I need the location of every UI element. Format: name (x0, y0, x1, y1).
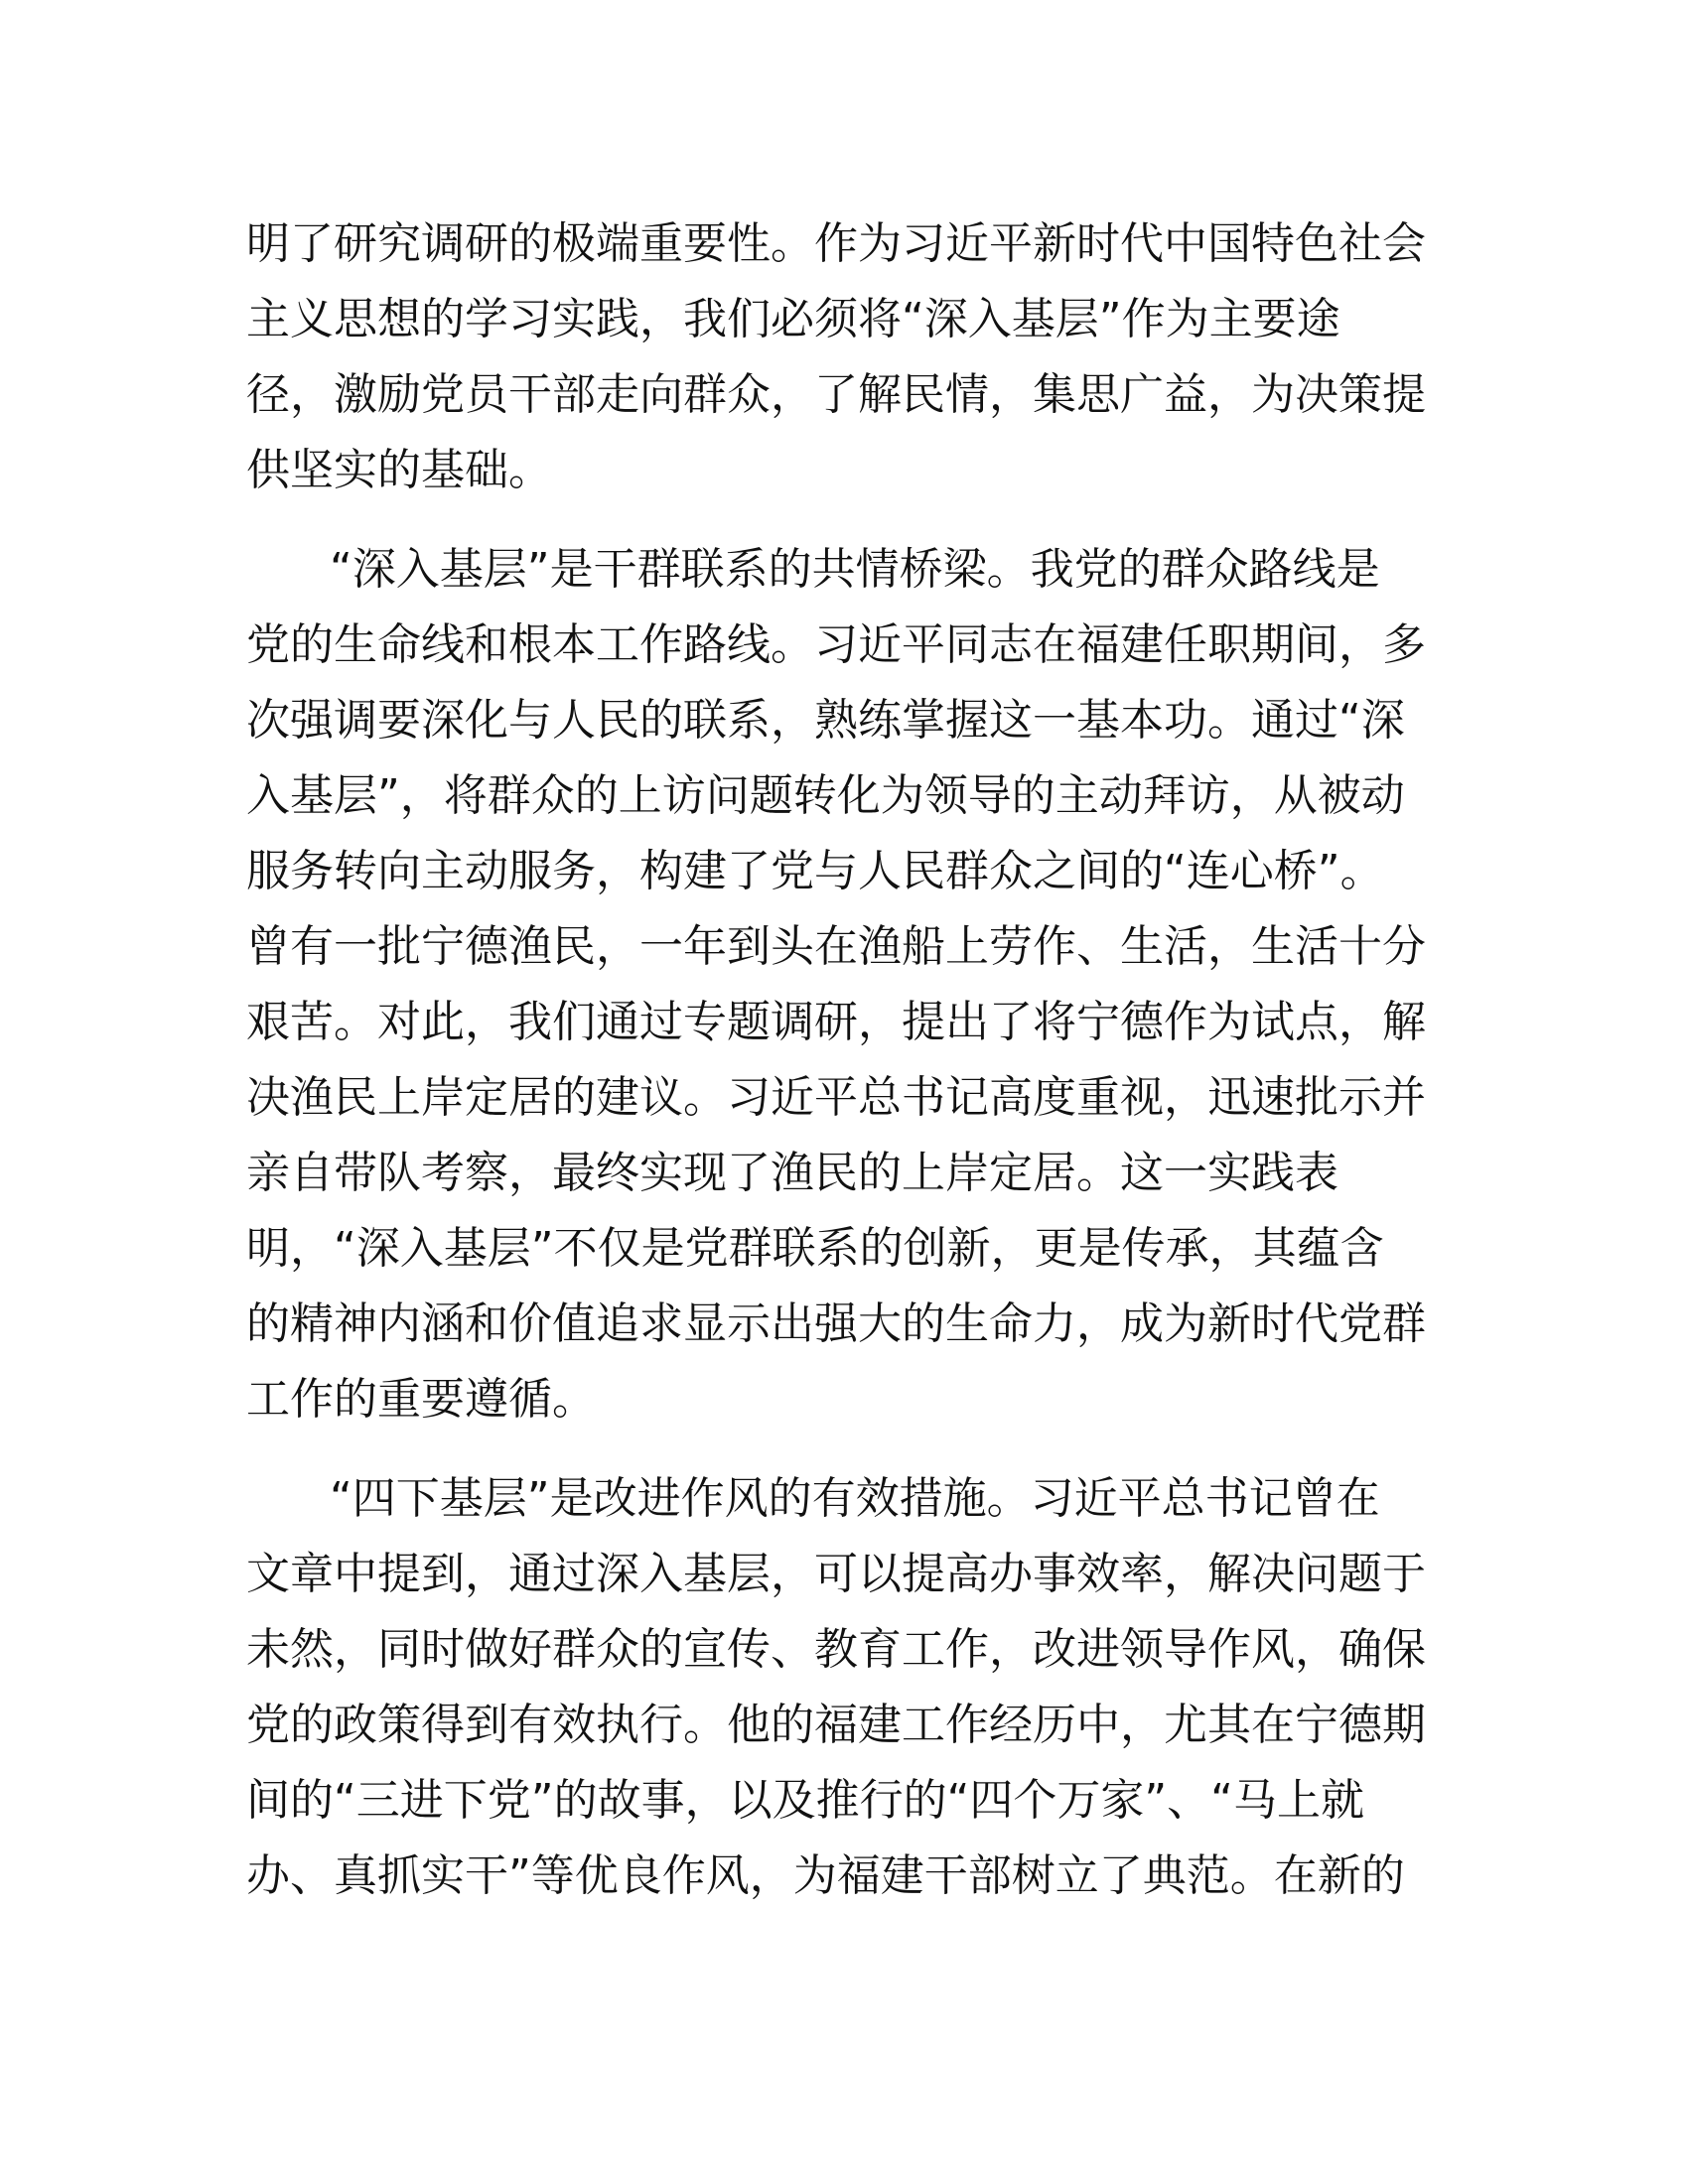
text-line: 主义思想的学习实践，我们必须将“深入基层”作为主要途 (246, 294, 1340, 344)
paragraph-work-style (246, 1461, 1446, 1914)
text-line: 明了研究调研的极端重要性。作为习近平新时代中国特色社会 (246, 218, 1426, 269)
text-line: 未然，同时做好群众的宣传、教育工作，改进领导作风，确保 (246, 1624, 1426, 1675)
text-line: 入基层”，将群众的上访问题转化为领导的主动拜访，从被动 (246, 770, 1405, 821)
text-line: “深入基层”是干群联系的共情桥梁。我党的群众路线是 (330, 544, 1380, 595)
text-line: 亲自带队考察，最终实现了渔民的上岸定居。这一实践表 (246, 1148, 1338, 1198)
text-line: 党的政策得到有效执行。他的福建工作经历中，尤其在宁德期 (246, 1700, 1426, 1750)
text-line: 艰苦。对此，我们通过专题调研，提出了将宁德作为试点，解 (246, 997, 1426, 1047)
text-line: 服务转向主动服务，构建了党与人民群众之间的“连心桥”。 (246, 846, 1384, 896)
text-line: 间的“三进下党”的故事，以及推行的“四个万家”、“马上就 (246, 1775, 1364, 1826)
text-line: 办、真抓实干”等优良作风，为福建干部树立了典范。在新的 (246, 1850, 1405, 1901)
paragraph-spacer (246, 508, 1446, 532)
paragraph-spacer (246, 1437, 1446, 1461)
text-line: 工作的重要遵循。 (246, 1374, 596, 1425)
paragraph-research-importance (246, 206, 1446, 508)
document-body (246, 206, 1446, 1914)
text-line: 的精神内涵和价值追求显示出强大的生命力，成为新时代党群 (246, 1298, 1426, 1349)
text-line: 决渔民上岸定居的建议。习近平总书记高度重视，迅速批示并 (246, 1072, 1426, 1123)
text-line: 次强调要深化与人民的联系，熟练掌握这一基本功。通过“深 (246, 695, 1405, 746)
text-line: 径，激励党员干部走向群众，了解民情，集思广益，为决策提 (246, 369, 1426, 420)
text-line: 供坚实的基础。 (246, 445, 552, 495)
text-line: 党的生命线和根本工作路线。习近平同志在福建任职期间，多 (246, 619, 1426, 670)
text-line: “四下基层”是改进作风的有效措施。习近平总书记曾在 (330, 1473, 1380, 1524)
text-line: 明，“深入基层”不仅是党群联系的创新，更是传承，其蕴含 (246, 1223, 1384, 1274)
text-line: 文章中提到，通过深入基层，可以提高办事效率，解决问题于 (246, 1549, 1426, 1599)
paragraph-empathy-bridge (246, 532, 1446, 1437)
text-line: 曾有一批宁德渔民，一年到头在渔船上劳作、生活，生活十分 (246, 921, 1426, 972)
